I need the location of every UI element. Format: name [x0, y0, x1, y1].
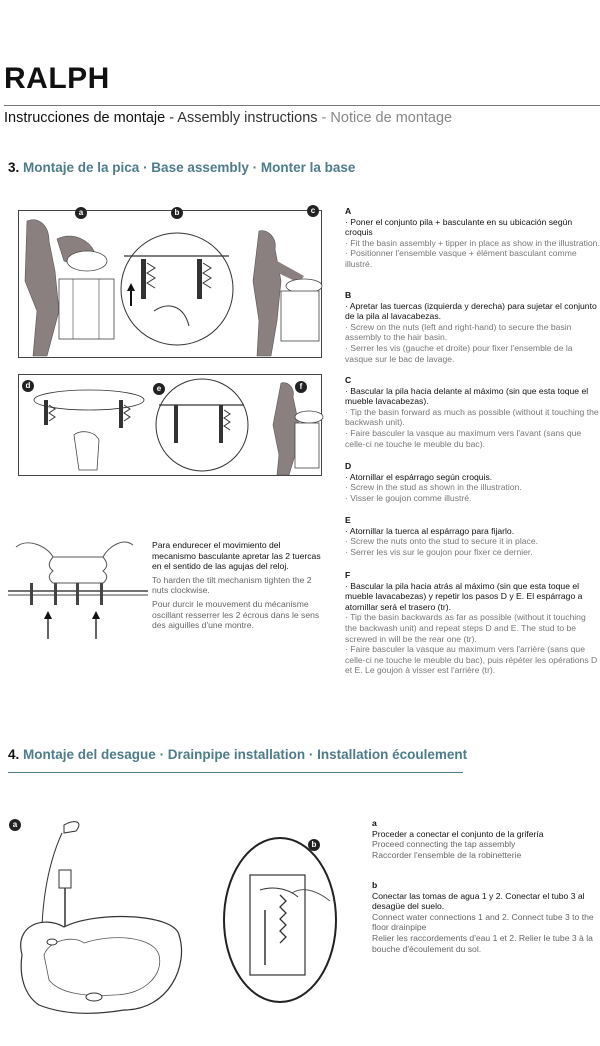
subtitle-es: Instrucciones de montaje [4, 110, 166, 126]
section-4-es: Montaje del desague [23, 747, 156, 762]
step-badge-d: d [22, 380, 34, 392]
step-a [345, 206, 600, 270]
note-es: Para endurecer el movimiento del mecanismo basculante apretar las 2 tuercas en el sentido de las agujas del reloj. [152, 540, 321, 572]
step-text-es: · Apretar las tuercas (izquierda y derecha) para sujetar el conjunto de la pila al lavacabezas. [345, 300, 597, 322]
drain-badge-b: b [308, 839, 320, 851]
step-text-fr: · Serrer les vis sur le goujon pour fixer ce dernier. [345, 546, 533, 557]
drain-badge-a: a [9, 819, 21, 831]
step-letter: B [345, 290, 352, 300]
drain-step-a [372, 818, 597, 860]
drain-step-en: Proceed connecting the tap assembly [372, 839, 516, 850]
step-text-en: · Tip the basin forward as much as possible (without it touching the backwash unit). [345, 406, 599, 428]
step-e [345, 515, 600, 557]
section-3-rest: · Base assembly · Monter la base [139, 160, 356, 175]
step-text-en: · Tip the basin backwards as far as possible (without it touching the backwash unit) and repeat steps D and E. The stud to be screwed in will be the rear one (tr). [345, 612, 586, 644]
drain-step-es: Proceder a conectar el conjunto de la grifería [372, 828, 544, 839]
step-letter: A [345, 206, 352, 216]
drain-step-fr: Relier les raccordements d'eau 1 et 2. Relier le tube 3 à la bouche d'écoulement du sol. [372, 932, 593, 954]
step-letter: D [345, 461, 352, 471]
section-4-rest: · Drainpipe installation · Installation écoulement [155, 747, 468, 762]
step-text-fr: · Visser le goujon comme illustré. [345, 492, 472, 503]
drain-step-letter: b [372, 880, 378, 890]
drain-step-es: Conectar las tomas de agua 1 y 2. Conectar el tubo 3 al desagüe del suelo. [372, 890, 585, 912]
step-letter: C [345, 375, 352, 385]
step-letter: E [345, 515, 351, 525]
drain-step-en: Connect water connections 1 and 2. Connect tube 3 to the floor drainpipe [372, 911, 594, 933]
step-badge-a: a [75, 207, 87, 219]
step-badge-e: e [153, 383, 165, 395]
step-text-es: · Bascular la pila hacia atrás al máximo (sin que esta toque el mueble lavacabezas) y repetir los pasos D y E. El espárrago a atornillar será el trasero (tr). [345, 580, 583, 612]
drain-illustration-b [220, 835, 340, 1005]
section-4-number: 4. [8, 747, 20, 762]
header-divider [4, 105, 600, 106]
step-text-en: · Screw in the stud as shown in the illustration. [345, 482, 522, 493]
step-text-fr: · Faire basculer la vasque au maximum vers l'arrière (sans que celle-ci ne touche le meuble du bac), puis répéter les opérations D et E. Le goujon à visser est l'arrière (tr). [345, 644, 598, 676]
section-4-underline [8, 772, 463, 773]
step-text-es: · Atornillar la tuerca al espárrago para fijarlo. [345, 525, 515, 536]
subtitle-fr: Notice de montage [330, 110, 453, 126]
step-d [345, 461, 600, 503]
step-b [345, 290, 600, 364]
note-fr: Pour durcir le mouvement du mécanisme oscillant resserrer les 2 écrous dans le sens des aiguilles d'une montre. [152, 598, 320, 631]
drain-illustration-a [4, 815, 204, 1035]
drain-step-letter: a [372, 818, 377, 828]
step-badge-b: b [171, 207, 183, 219]
tilt-mechanism-diagram [8, 535, 148, 645]
document-title: RALPH [4, 62, 110, 95]
step-text-en: · Screw on the nuts (left and right-hand) to secure the basin assembly to the hair basin. [345, 321, 572, 343]
drain-step-fr: Raccorder l'ensemble de la robinetterie [372, 849, 522, 860]
step-c [345, 375, 600, 449]
subtitle-sep-2: - [317, 110, 331, 126]
step-text-es: · Poner el conjunto pila + basculante en su ubicación según croquis [345, 216, 573, 238]
tilt-mechanism-note [152, 540, 322, 631]
section-3-number: 3. [8, 160, 20, 175]
illustration-panel-def [18, 374, 322, 476]
step-badge-c: c [307, 205, 319, 217]
illustration-panel-abc [18, 206, 322, 358]
section-3-es: Montaje de la pica [23, 160, 140, 175]
section-3-heading [8, 160, 355, 175]
note-en: To harden the tilt mechanism tighten the 2 nuts clockwise. [152, 574, 312, 596]
document-subtitle [4, 110, 452, 126]
step-text-fr: · Faire basculer la vasque au maximum vers l'avant (sans que celle-ci ne touche le meuble du bac). [345, 427, 582, 449]
illustration-abc [19, 211, 321, 357]
step-text-en: · Screw the nuts onto the stud to secure it in place. [345, 536, 538, 547]
step-text-en: · Fit the basin assembly + tipper in place as show in the illustration. [345, 237, 600, 248]
step-letter: F [345, 570, 351, 580]
illustration-def [19, 375, 321, 475]
drain-step-b [372, 880, 597, 954]
step-f [345, 570, 600, 676]
subtitle-en: Assembly instructions [177, 110, 318, 126]
step-text-fr: · Positionner l'ensemble vasque + élément basculant comme illustré. [345, 248, 577, 269]
section-4-heading [8, 747, 467, 762]
subtitle-sep-1: - [165, 110, 178, 126]
step-text-fr: · Serrer les vis (gauche et droite) pour fixer l'ensemble de la vasque sur le bac de lavage. [345, 342, 573, 364]
step-badge-f: f [295, 381, 307, 393]
step-text-es: · Atornillar el espárrago según croquis. [345, 471, 493, 482]
step-text-es: · Bascular la pila hacia delante al máximo (sin que esta toque el mueble lavacabezas). [345, 385, 589, 407]
